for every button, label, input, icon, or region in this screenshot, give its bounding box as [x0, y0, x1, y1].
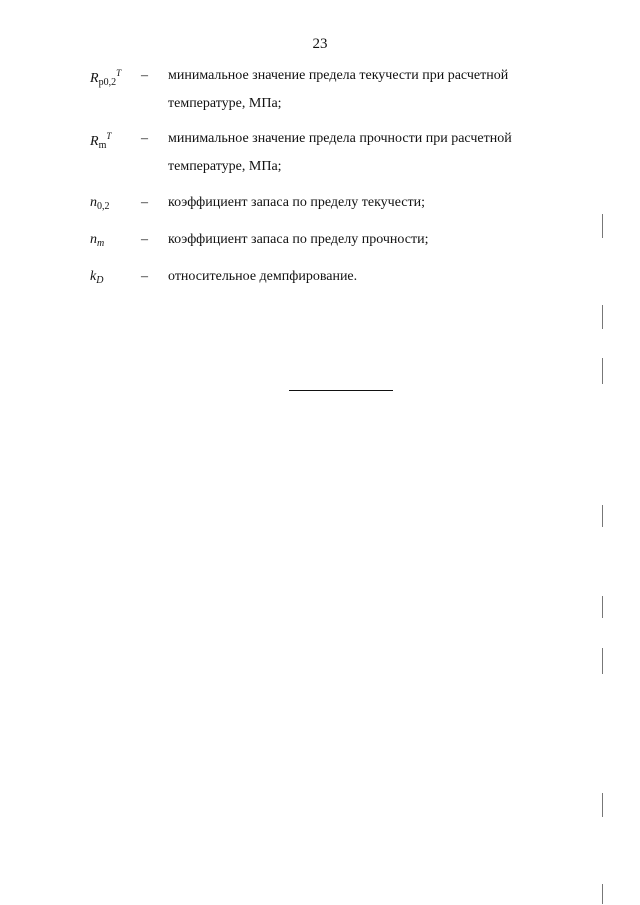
symbol-subscript: p0,2 — [98, 77, 117, 88]
scan-mark — [602, 884, 603, 904]
definition-symbol — [90, 232, 104, 249]
symbol-subscript: m — [98, 140, 107, 151]
symbol-main: R — [90, 134, 99, 149]
symbol-main: k — [90, 269, 97, 284]
symbol-subscript: 0,2 — [97, 201, 110, 212]
scan-mark — [602, 648, 603, 674]
end-rule — [289, 390, 393, 391]
definition-text: минимальное значение предела прочности при расчетной температуре, МПа; — [168, 131, 512, 174]
symbol-main: n — [90, 195, 97, 210]
definition-dash: – — [141, 232, 148, 247]
definition-dash: – — [141, 269, 148, 284]
definition-text: минимальное значение предела текучести при расчетной температуре, МПа; — [168, 68, 509, 111]
symbol-main: n — [90, 232, 97, 247]
symbol-subscript-text: m — [97, 238, 105, 249]
scan-mark — [602, 596, 603, 618]
symbol-subscript — [97, 238, 104, 249]
symbol-subscript — [96, 275, 103, 286]
definition-text: коэффициент запаса по пределу прочности; — [168, 232, 429, 247]
definition-dash: – — [141, 131, 148, 146]
definition-symbol — [90, 195, 110, 212]
scan-mark — [602, 214, 603, 238]
definition-symbol — [90, 68, 121, 88]
definition-symbol — [90, 269, 103, 286]
scan-mark — [602, 305, 603, 329]
definition-text: коэффициент запаса по пределу текучести; — [168, 195, 426, 210]
definition-dash: – — [141, 68, 148, 83]
scan-mark — [602, 505, 603, 527]
symbol-main: R — [90, 71, 99, 86]
definition-symbol — [90, 131, 111, 151]
scan-mark — [602, 358, 603, 384]
symbol-superscript: T — [106, 131, 112, 141]
definition-dash: – — [141, 195, 148, 210]
definition-text: относительное демпфирование. — [168, 269, 358, 284]
page-number: 23 — [312, 36, 328, 52]
symbol-subscript-text: D — [96, 275, 104, 286]
symbol-superscript: T — [116, 68, 122, 78]
scan-mark — [602, 793, 603, 817]
